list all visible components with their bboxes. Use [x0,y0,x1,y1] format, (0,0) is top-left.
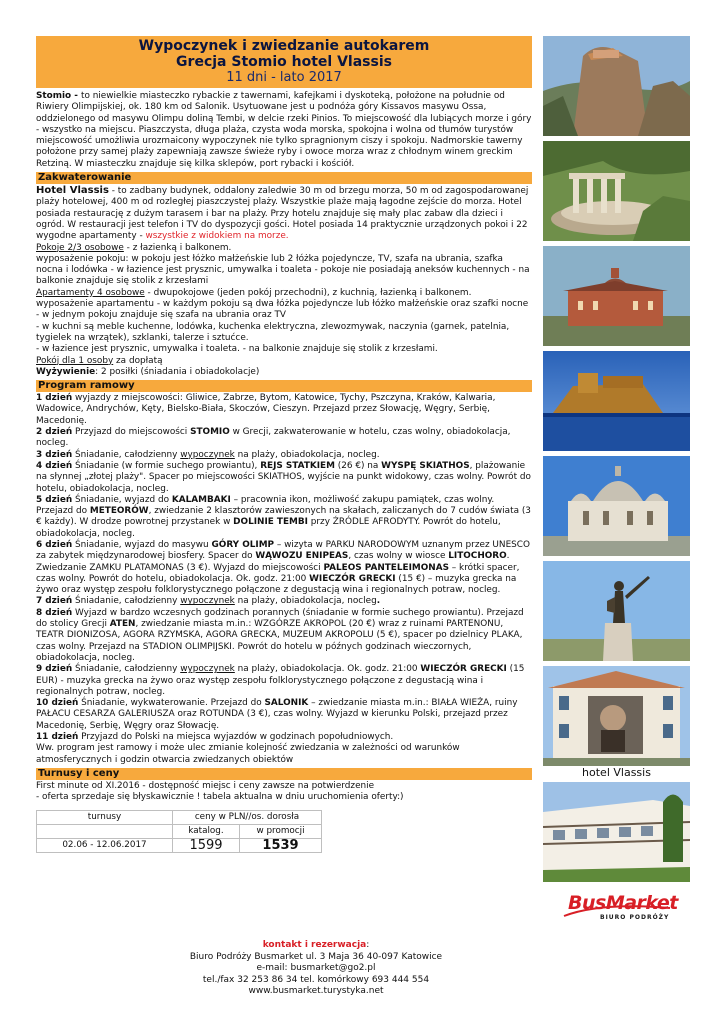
table-row [37,839,322,853]
rooms-label: Pokoje 2/3 osobowe [36,242,124,253]
contact-heading: kontakt i rezerwacja [262,940,367,950]
meteora-photo [543,36,690,136]
contact-colon: : [366,940,370,950]
col-ceny: ceny w PLN//os. dorosła [173,810,322,824]
apartments-label: Apartamenty 4 osobowe [36,287,145,298]
col-promocja: w promocji [240,824,322,838]
statue-photo [543,561,690,661]
apartments-text: - dwupokojowe (jeden pokój przechodni), z kuchnią, łazienką i balkonem. [144,287,472,298]
apartments-bath: - w łazience jest prysznic, umywalka i toaleta. - na balkonie znajduje się stolik z krzesłami. [36,344,438,355]
program-day-label: 7 dzień [36,596,73,607]
program-day [36,495,532,540]
program-day-text: Przyjazd do Polski na miejsca wyjazdów w godzinach popołudniowych. [78,732,394,743]
row-katalog: 1599 [173,839,240,853]
fortress-photo [543,351,690,451]
board-text: : 2 posiłki (śniadania i obiadokolacje) [95,366,260,377]
program-day-text: Śniadanie, całodzienny wypoczynek na plaży, obiadokolacja. Ok. godz. 21:00 WIECZÓR GRECKI (15 EUR) - muzyka grecka na żywo oraz występ zespołu folklorystycznego połączone z degustacją wina i regionalnych potraw, nocleg. [36,664,525,697]
hotel-building-photo [543,782,690,882]
program-day [36,596,532,607]
program-day [36,461,532,495]
intro-text: to niewielkie miasteczko rybackie z tawernami, kafejkami i dyskoteką, położone na południe od Riwiery Olimpijskiej, ok. 180 km od Salonik. Usytuowane jest u podnóża góry Kissavos masywu Ossa, oddzielonego od masywu Olimpu doliną Tembi, w delcie rzeki Pinios. To miejscowość dla lubiących morze i góry - wszystko na miejscu. Piaszczysta, długa plaża, czysta woda morska, spokojna i wolna od tłumów turystów miejscowość umożliwia urozmaicony wypoczynek nie tylko spragnionym ciszy i spokoju. Nadmorskie tawerny położone przy samej plaży zapewniają zawsze świeże ryby i owoce morza wraz z chłodnym winem greckim Retziną. W miasteczku znajduje się kilka sklepów, port rybacki i kościół. [36,91,532,169]
title-line-3: 11 dni - lato 2017 [226,70,342,85]
program-day [36,698,532,732]
program-day-text: Śniadanie, wyjazd do masywu GÓRY OLIMP – wizyta w PARKU NARODOWYM uznanym przez UNESCO za zabytek międzynarodowej biosfery. Spacer do WĄWOZU ENIPEAS, czas wolny w wiosce LITOCHORO. Zwiedzanie ZAMKU PLATAMONAS (3 €). Wyjazd do miejscowości PALEOS PANTELEIMONAS – krótki spacer, czas wolny. Powrót do hotelu, obiadokolacja. Ok. godz. 21:00 WIECZÓR GRECKI (15 €) – muzyka grecka na żywo oraz występ zespołu folklorystycznego połączone z degustacją wina i regionalnych potraw, nocleg. [36,539,530,596]
program-day [36,664,532,698]
hotel-caption: hotel Vlassis [582,766,651,779]
title-line-2: Grecja Stomio hotel Vlassis [176,54,392,70]
contact-block [36,940,596,998]
photo-column [543,36,690,887]
col-katalog: katalog. [173,824,240,838]
rooms-equipment: wyposażenie pokoju: w pokoju jest łóżko małżeńskie lub 2 łóżka pojedyncze, TV, szafa na ubrania, szafka nocna i lodówka - w łazience jest prysznic, umywalka i toaleta - pokoje nie posiadają aneksów kuchennych - na balkonie znajduje się stolik z krzesłami [36,253,530,287]
delphi-photo [543,141,690,241]
program-day-label: 9 dzień [36,664,73,675]
program-day [36,393,532,427]
single-room-line [36,356,532,367]
single-room-text: za dopłatą [113,355,163,366]
busmarket-logo [560,888,680,928]
program-day-label: 6 dzień [36,539,73,550]
price-table [36,810,322,854]
dates-line-2: - oferta sprzedaje się błyskawicznie ! tabela aktualna w dniu uruchomienia oferty:) [36,792,404,803]
contact-phone: tel./fax 32 253 86 34 tel. komórkowy 693 444 554 [202,974,430,985]
hotel-sea-view: wszystkie z widokiem na morze. [145,231,289,242]
rooms-line [36,243,532,254]
board-line [36,367,532,378]
program-day [36,427,532,450]
contact-www[interactable]: www.busmarket.turystyka.net [248,986,384,996]
contact-heading-line [36,940,596,952]
section-dates: Turnusy i ceny [36,768,532,780]
hotel-text: - to zadbany budynek, oddalony zaledwie 30 m od brzegu morza, 50 m od zagospodarowanej plaży hotelowej, 400 m od rozległej piaszczystej plaży. Wszystkie plaże mają łagodne zejście do morza. Hotel posiada restaurację z dużym tarasem i bar na plaży. Przy hotelu znajduje się mały plac zabaw dla dzieci i ogród. W restauracji jest telefon i TV do dyspozycji gości. Hotel posiada 14 praktycznie urządzonych pokoi i 22 wygodne apartamenty - [36,186,529,242]
program-day [36,608,532,664]
program-day-label: 3 dzień [36,449,73,460]
row-turnus: 02.06 - 12.06.2017 [37,839,173,853]
price-table-header [37,810,322,824]
program-days [36,393,532,743]
program-day-text: Śniadanie (w formie suchego prowiantu), REJS STATKIEM (26 €) na WYSPĘ SKIATHOS, plażowanie na słynnej „złotej plaży". Spacer po miejscowości SKIATHOS, wyjście na punkt widokowy, czas wolny. Powrót do hotelu, obiadokolacja, nocleg. [36,460,531,494]
program-day-text: Przyjazd do miejscowości STOMIO w Grecji, zakwaterowanie w hotelu, czas wolny, obiadokolacja, nocleg. [36,427,511,449]
program-day [36,540,532,596]
board-label: Wyżywienie [36,366,96,377]
apartments-line [36,288,532,299]
single-room-label: Pokój dla 1 osoby [36,355,114,366]
price-table-subheader [37,824,322,838]
hotel-paragraph [36,185,532,242]
hotel-front-photo [543,666,690,766]
intro-paragraph [36,91,532,170]
logo-text: BusMarket [568,892,678,914]
contact-email[interactable]: e-mail: busmarket@go2.pl [256,963,376,973]
program-day-text: Śniadanie, wyjazd do KALAMBAKI – pracownia ikon, możliwość zakupu pamiątek, czas wolny. Przejazd do METEORÓW, zwiedzanie 2 klasztorów zawieszonych na skałach, zaliczanych do 7 cudów świata (3 € każdy). W drodze powrotnej przystanek w DOLINIE TEMBI przy ŹRÓDLE AFRODYTY. Powrót do hotelu, obiadokolacja, nocleg. [36,494,531,539]
intro-lead: Stomio - [36,91,81,101]
title-line-1: Wypoczynek i zwiedzanie autokarem [138,38,430,54]
dates-line-1: First minute od XI.2016 - dostępność miejsc i ceny zawsze na potwierdzenie [36,780,375,791]
program-day-label: 2 dzień [36,427,73,438]
program-day-text: Wyjazd w bardzo wczesnych godzinach porannych (śniadanie w formie suchego prowiantu). Przejazd do stolicy Grecji ATEN, zwiedzanie miasta m.in.: WZGÓRZE AKROPOL (20 €) wraz z ruinami PARTENONU, TEATR DIONIZOSA, AGORA RZYMSKA, AGORA GRECKA, MUZEUM AKROPOLU (5 €), spacer po dzielnicy PLAKA, czas wolny. Przejazd na STADION OLIMPIJSKI. Powrót do hotelu w późnych godzinach wieczornych, obiadokolacja, nocleg. [36,607,524,663]
logo-subtext: BIURO PODRÓŻY [600,914,670,921]
program-note: Ww. program jest ramowy i może ulec zmianie kolejność zwiedzania w zależności od warunków atmosferycznych i godzin otwarcia zwiedzanych obiektów [36,743,460,765]
contact-address: Biuro Podróży Busmarket ul. 3 Maja 36 40-097 Katowice [189,951,443,962]
main-content [36,36,532,853]
title-box [36,36,532,88]
section-program: Program ramowy [36,380,532,392]
section-accommodation: Zakwaterowanie [36,172,532,184]
rooms-text: - z łazienką i balkonem. [123,242,232,253]
program-day [36,732,532,743]
apartments-kitchen: - w kuchni są meble kuchenne, lodówka, kuchenka elektryczna, zlewozmywak, naczynia (garnek, patelnia, tygielek na wrzątek), szklanki, talerze i sztućce. [36,321,510,343]
row-promocja: 1539 [240,839,322,853]
program-day-text: Śniadanie, wykwaterowanie. Przejazd do SALONIK – zwiedzanie miasta m.in.: BIAŁA WIEŻA, ruiny PAŁACU CESARZA GALERIUSZA oraz ROTUNDA (3 €), czas wolny. Wyjazd w kierunku Polski, przejazd przez Macedonię, Serbię, Węgry oraz Słowację. [36,698,518,731]
church-photo [543,456,690,556]
program-day-label: 10 dzień [36,698,79,709]
program-day-text: Śniadanie, całodzienny wypoczynek na plaży, obiadokolacja, nocleg. [72,596,381,607]
col-empty [37,824,173,838]
program-day-label: 5 dzień [36,494,73,505]
program-day-text: wyjazdy z miejscowości: Gliwice, Zabrze, Bytom, Katowice, Tychy, Pszczyna, Kraków, Kalwaria, Wadowice, Andrychów, Kęty, Bielsko-Biała, Skoczów, Cieszyn. Przejazd przez Słowację, Węgry, Serbię, Macedonię. [36,393,496,426]
program-day-label: 4 dzień [36,460,73,471]
program-day-label: 8 dzień [36,607,73,618]
program-day-label: 11 dzień [36,732,79,743]
program-day-label: 1 dzień [36,393,73,404]
monastery-photo [543,246,690,346]
apartments-equipment: wyposażenie apartamentu - w każdym pokoju są dwa łóżka pojedyncze lub łóżko małżeńskie oraz szafki nocne - w jednym pokoju znajduje się szafa na ubrania oraz TV [36,299,529,321]
col-turnusy: turnusy [37,810,173,824]
program-day [36,450,532,461]
program-day-text: Śniadanie, całodzienny wypoczynek na plaży, obiadokolacja, nocleg. [72,449,380,460]
hotel-name: Hotel Vlassis [36,185,109,197]
